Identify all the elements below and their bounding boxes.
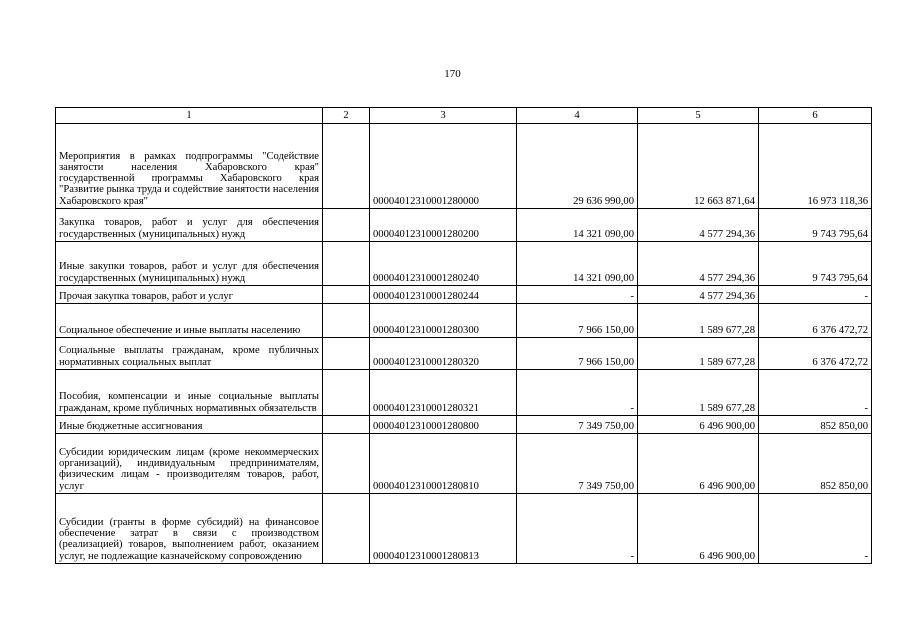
page-number: 170: [444, 68, 461, 80]
row-col2: [323, 416, 370, 434]
table-header-row: [56, 108, 872, 124]
row-col2: [323, 209, 370, 242]
row-code: 00004012310001280810: [370, 434, 517, 494]
header-col-2: 2: [323, 108, 370, 124]
row-col2: [323, 242, 370, 286]
row-name: Прочая закупка товаров, работ и услуг: [56, 286, 323, 304]
row-value-col5: 1 589 677,28: [638, 304, 759, 338]
row-name: Иные закупки товаров, работ и услуг для обеспечения государственных (муниципальных) нужд: [56, 242, 323, 286]
table-row: [56, 370, 872, 416]
row-value-col5: 4 577 294,36: [638, 286, 759, 304]
row-col2: [323, 370, 370, 416]
row-code: 00004012310001280320: [370, 338, 517, 370]
row-code: 00004012310001280300: [370, 304, 517, 338]
row-value-col6: -: [759, 370, 872, 416]
table-row: [56, 124, 872, 209]
row-value-col5: 6 496 900,00: [638, 434, 759, 494]
row-value-col4: 7 966 150,00: [517, 304, 638, 338]
row-code: 00004012310001280200: [370, 209, 517, 242]
table-row: [56, 494, 872, 564]
row-code: 00004012310001280240: [370, 242, 517, 286]
header-col-5: 5: [638, 108, 759, 124]
row-name: Социальное обеспечение и иные выплаты населению: [56, 304, 323, 338]
table-row: [56, 434, 872, 494]
table-row: [56, 304, 872, 338]
row-value-col4: 7 966 150,00: [517, 338, 638, 370]
table-row: [56, 416, 872, 434]
row-value-col5: 12 663 871,64: [638, 124, 759, 209]
row-value-col5: 4 577 294,36: [638, 242, 759, 286]
row-code: 00004012310001280244: [370, 286, 517, 304]
header-col-3: 3: [370, 108, 517, 124]
row-name: Иные бюджетные ассигнования: [56, 416, 323, 434]
row-col2: [323, 434, 370, 494]
row-value-col5: 6 496 900,00: [638, 494, 759, 564]
row-value-col5: 4 577 294,36: [638, 209, 759, 242]
row-value-col6: 852 850,00: [759, 434, 872, 494]
row-value-col6: 6 376 472,72: [759, 304, 872, 338]
row-value-col4: 14 321 090,00: [517, 242, 638, 286]
row-name: Закупка товаров, работ и услуг для обеспечения государственных (муниципальных) нужд: [56, 209, 323, 242]
row-value-col4: 7 349 750,00: [517, 416, 638, 434]
header-col-1: 1: [56, 108, 323, 124]
row-name: Мероприятия в рамках подпрограммы "Содействие занятости населения Хабаровского края" государственной программы Хабаровского края "Развитие рынка труда и содействие занятости населения Хабаровского края": [56, 124, 323, 209]
row-value-col6: -: [759, 494, 872, 564]
table-row: [56, 242, 872, 286]
row-value-col4: 7 349 750,00: [517, 434, 638, 494]
row-value-col6: 6 376 472,72: [759, 338, 872, 370]
row-col2: [323, 494, 370, 564]
row-value-col4: -: [517, 494, 638, 564]
row-name: Субсидии юридическим лицам (кроме некоммерческих организаций), индивидуальным предпринимателям, физическим лицам - производителям товаров, работ, услуг: [56, 434, 323, 494]
row-value-col5: 6 496 900,00: [638, 416, 759, 434]
row-code: 00004012310001280000: [370, 124, 517, 209]
row-value-col4: 29 636 990,00: [517, 124, 638, 209]
header-col-4: 4: [517, 108, 638, 124]
table-row: [56, 286, 872, 304]
row-value-col6: 16 973 118,36: [759, 124, 872, 209]
row-name: Социальные выплаты гражданам, кроме публичных нормативных социальных выплат: [56, 338, 323, 370]
table-row: [56, 338, 872, 370]
row-value-col5: 1 589 677,28: [638, 338, 759, 370]
table-row: [56, 209, 872, 242]
row-code: 00004012310001280813: [370, 494, 517, 564]
row-col2: [323, 124, 370, 209]
row-value-col5: 1 589 677,28: [638, 370, 759, 416]
budget-table: [55, 107, 872, 564]
header-col-6: 6: [759, 108, 872, 124]
row-value-col4: -: [517, 286, 638, 304]
row-code: 00004012310001280321: [370, 370, 517, 416]
row-col2: [323, 304, 370, 338]
row-value-col6: -: [759, 286, 872, 304]
row-name: Субсидии (гранты в форме субсидий) на финансовое обеспечение затрат в связи с производством (реализацией) товаров, выполнением работ, оказанием услуг, не подлежащие казначейскому сопровождению: [56, 494, 323, 564]
row-value-col4: -: [517, 370, 638, 416]
row-value-col6: 9 743 795,64: [759, 242, 872, 286]
row-col2: [323, 338, 370, 370]
row-value-col6: 852 850,00: [759, 416, 872, 434]
row-code: 00004012310001280800: [370, 416, 517, 434]
row-value-col6: 9 743 795,64: [759, 209, 872, 242]
row-name: Пособия, компенсации и иные социальные выплаты гражданам, кроме публичных нормативных обязательств: [56, 370, 323, 416]
row-col2: [323, 286, 370, 304]
row-value-col4: 14 321 090,00: [517, 209, 638, 242]
